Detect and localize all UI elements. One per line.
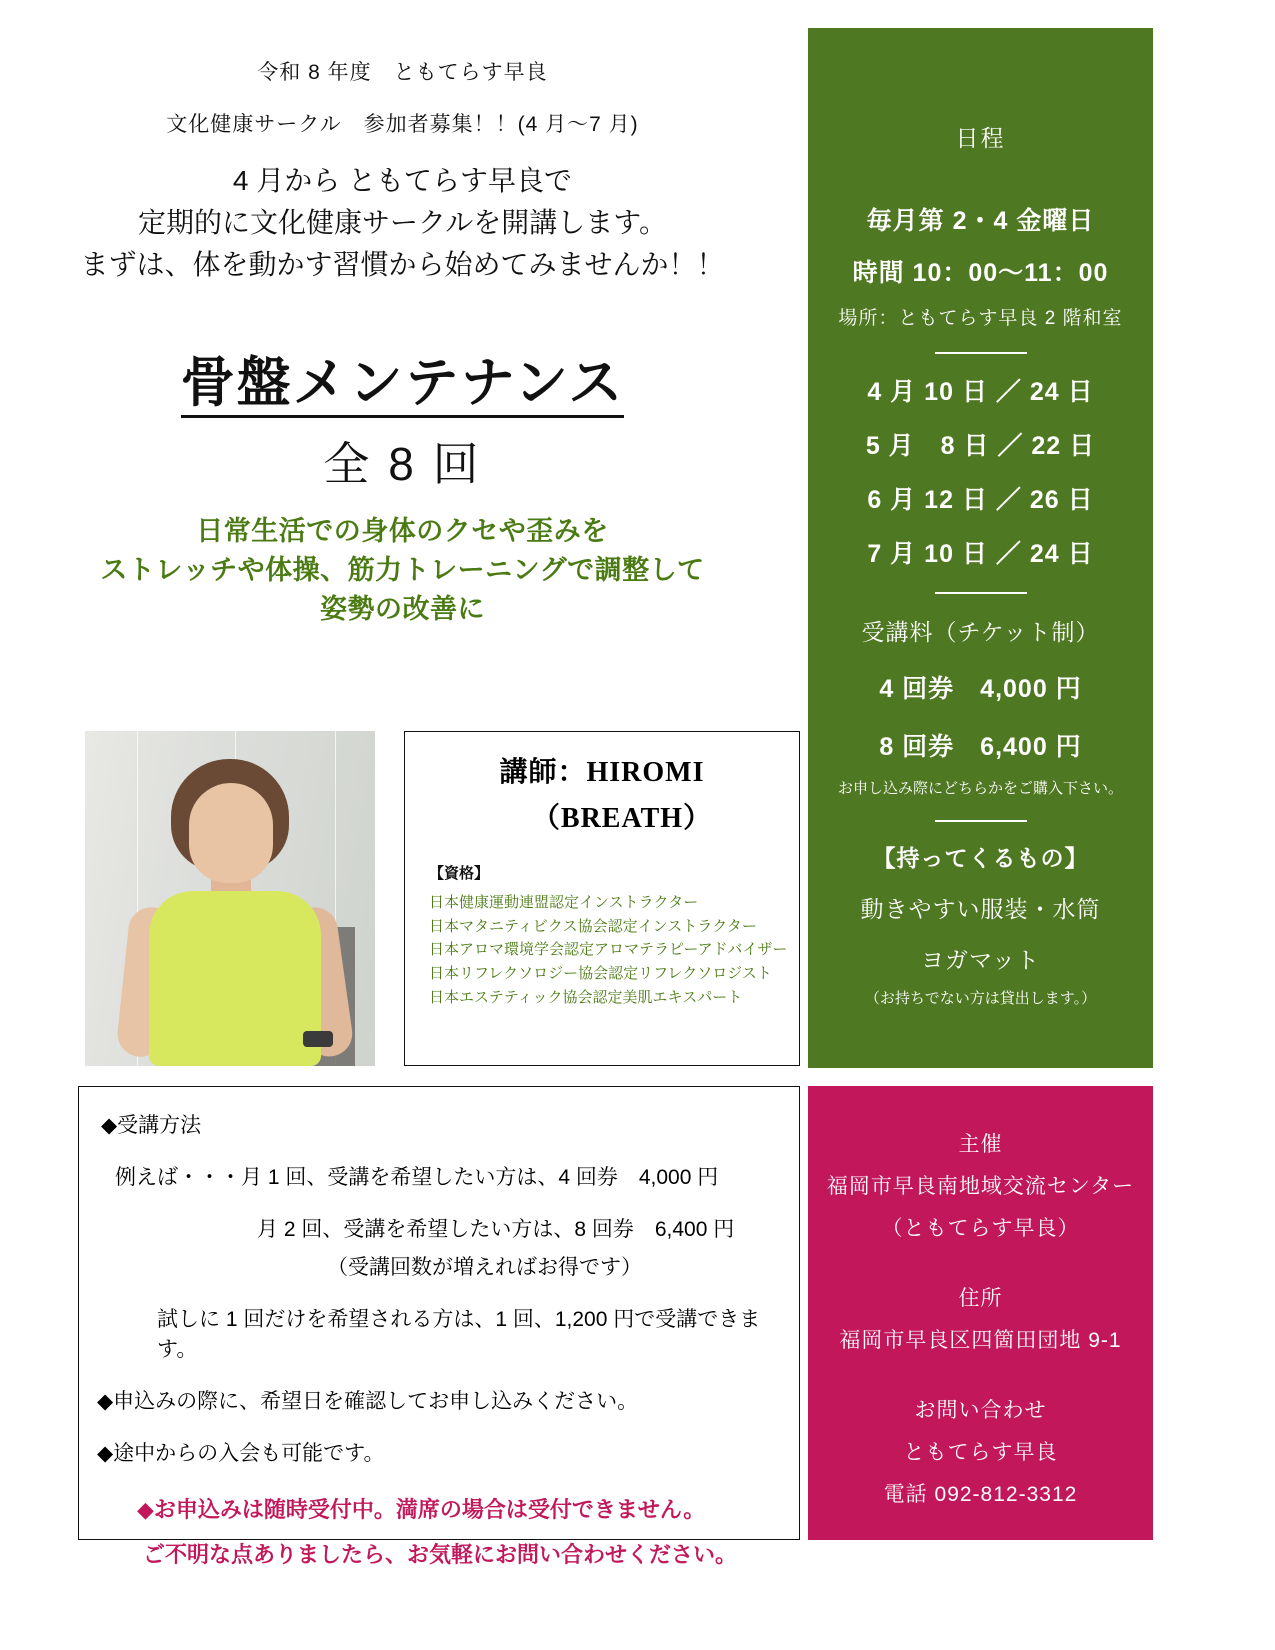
bring-note: （お持ちでない方は貸出します。） [864,990,1097,1007]
session-count: 全 8 回 [323,438,482,490]
lead-line-1: 4 月から ともてらす早良で [232,165,573,196]
header-line-2: 文化健康サークル 参加者募集！！(4 月〜7 月) [166,113,639,136]
organizer-name-1: 福岡市早良南地域交流センター [826,1175,1135,1198]
schedule-date-row: 6 月 12 日 ／ 26 日 [867,486,1094,514]
bring-title: 【持ってくるもの】 [872,845,1089,871]
method-line-6: ◆途中からの入会も可能です。 [97,1442,385,1465]
fee-title: 受講料（チケット制） [861,619,1100,645]
method-notice-2: ご不明な点ありましたら、お気軽にお問い合わせください。 [143,1542,738,1567]
photo-body [149,891,321,1066]
schedule-frequency: 毎月第 2・4 金曜日 [866,207,1095,235]
divider [935,592,1027,594]
method-heading: ◆受講方法 [101,1114,202,1137]
fee-option-8: 8 回券 6,400 円 [879,733,1082,761]
course-description-line-1: 日常生活での身体のクセや歪みを [196,516,609,546]
schedule-date-row: 4 月 10 日 ／ 24 日 [867,378,1094,406]
list-item: 日本マタニティビクス協会認定インストラクター [429,917,757,935]
method-line-1: 例えば・・・月 1 回、受講を希望したい方は、4 回券 4,000 円 [115,1166,719,1189]
list-item: 日本健康運動連盟認定インストラクター [429,894,699,911]
schedule-date-row: 7 月 10 日 ／ 24 日 [867,540,1094,568]
contact-label: お問い合わせ [914,1399,1047,1422]
bring-item-1: 動きやすい服装・水筒 [860,896,1101,922]
lead-line-2: 定期的に文化健康サークルを開講します。 [138,207,667,238]
page-title-text: 骨盤メンテナンス [181,353,625,418]
address-label: 住所 [958,1287,1003,1310]
divider [935,820,1027,822]
schedule-place: 場所：ともてらす早良 2 階和室 [838,308,1123,329]
contact-name: ともてらす早良 [903,1441,1058,1464]
list-item: 日本アロマ環境学会認定アロマテラピーアドバイザー [429,941,788,959]
organizer-panel [808,1086,1153,1540]
qualification-list [429,891,799,1009]
photo-face [189,783,273,883]
divider [935,352,1027,354]
course-description-line-3: 姿勢の改善に [320,594,485,625]
lead-paragraph [0,160,805,286]
method-box [78,1086,800,1567]
instructor-info-box [404,731,800,1066]
fee-note: お申し込み際にどちらかをご購入下さい。 [837,780,1123,797]
schedule-title: 日程 [955,125,1006,151]
photo-watch [303,1031,333,1047]
schedule-date-row: 5 月 8 日 ／ 22 日 [865,432,1096,460]
method-notice-1: ◆お申込みは随時受付中。満席の場合は受付できません。 [137,1497,706,1522]
method-line-2: 月 2 回、受講を希望したい方は、8 回券 6,400 円 [257,1218,735,1241]
course-description [0,512,805,629]
schedule-time: 時間 10：00〜11：00 [852,259,1109,287]
instructor-affiliation: （BREATH） [531,803,713,834]
method-line-3: （受講回数が増えればお得です） [327,1256,642,1279]
organizer-name-2: （ともてらす早良） [881,1217,1080,1240]
method-line-5: ◆申込みの際に、希望日を確認してお申し込みください。 [97,1390,639,1413]
address-value: 福岡市早良区四箇田団地 9-1 [839,1329,1122,1352]
instructor-name: 講師：HIROMI [499,757,705,788]
instructor-photo [85,731,375,1066]
list-item: 日本エステティック協会認定美肌エキスパート [429,988,743,1006]
header-line-1: 令和 8 年度 ともてらす早良 [257,61,548,84]
method-line-4: 試しに 1 回だけを希望される方は、1 回、1,200 円で受講できます。 [157,1308,761,1361]
fee-option-4: 4 回券 4,000 円 [879,675,1082,703]
bring-item-2: ヨガマット [920,947,1041,973]
schedule-panel [808,28,1153,1068]
course-description-line-2: ストレッチや体操、筋力トレーニングで調整して [100,555,705,586]
organizer-label: 主催 [958,1133,1003,1156]
page-title [0,340,805,417]
list-item: 日本リフレクソロジー協会認定リフレクソロジスト [429,965,772,983]
qualification-label: 【資格】 [429,865,490,882]
lead-line-3: まずは、体を動かす習慣から始めてみませんか！！ [80,249,725,280]
contact-phone: 電話 092-812-3312 [883,1483,1078,1506]
